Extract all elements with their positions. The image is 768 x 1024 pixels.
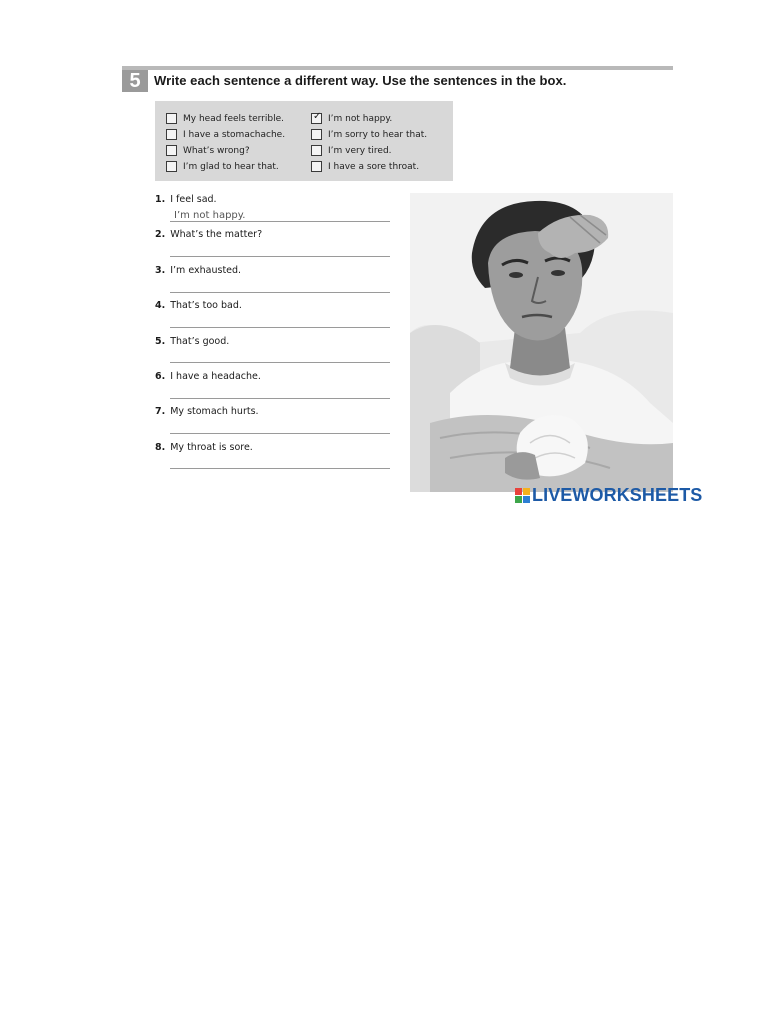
question-number: 5. [155,336,166,347]
liveworksheets-logo-icon [515,488,530,503]
checkbox[interactable] [311,161,322,172]
option-item[interactable] [166,127,285,142]
question-number: 6. [155,371,166,382]
answer-text-1: I’m not happy. [174,210,246,221]
checkbox[interactable] [311,129,322,140]
option-item[interactable] [166,143,250,158]
option-label: What’s wrong? [183,145,250,156]
checkbox[interactable] [166,161,177,172]
answer-line-3[interactable] [170,292,390,293]
question-number: 1. [155,194,166,205]
answer-line-2[interactable] [170,256,390,257]
question-text: My stomach hurts. [170,406,259,417]
option-item[interactable] [166,111,284,126]
question-6 [155,371,261,382]
option-label: I’m not happy. [328,113,393,124]
option-label: I’m glad to hear that. [183,161,279,172]
question-text: That’s too bad. [170,300,242,311]
answer-line-6[interactable] [170,398,390,399]
question-8 [155,442,253,453]
question-number: 4. [155,300,166,311]
brand-text: LIVEWORKSHEETS [532,485,703,505]
option-item[interactable] [311,159,419,174]
checkbox[interactable] [311,145,322,156]
answer-line-1[interactable] [170,221,390,222]
question-5 [155,336,229,347]
question-2 [155,229,262,240]
answer-line-8[interactable] [170,468,390,469]
exercise-title: Write each sentence a different way. Use the sentences in the box. [154,73,567,88]
question-1 [155,194,217,205]
question-text: That’s good. [170,336,230,347]
question-number: 8. [155,442,166,453]
option-label: I’m sorry to hear that. [328,129,428,140]
checkbox-checked[interactable] [311,113,322,124]
sick-man-photo [410,193,673,492]
option-item[interactable] [311,127,427,142]
photo-illustration [410,193,673,492]
option-item[interactable] [166,159,279,174]
option-label: My head feels terrible. [183,113,284,124]
option-label: I have a sore throat. [328,161,420,172]
question-text: I have a headache. [170,371,261,382]
question-text: I’m exhausted. [170,265,242,276]
checkbox[interactable] [166,113,177,124]
option-item[interactable] [311,111,392,126]
option-label: I have a stomachache. [183,129,286,140]
question-number: 3. [155,265,166,276]
header-rule [122,66,673,70]
question-3 [155,265,241,276]
question-4 [155,300,242,311]
checkbox[interactable] [166,129,177,140]
answer-line-4[interactable] [170,327,390,328]
answer-line-5[interactable] [170,362,390,363]
answer-line-7[interactable] [170,433,390,434]
option-item[interactable] [311,143,392,158]
question-text: My throat is sore. [170,442,253,453]
option-label: I’m very tired. [328,145,392,156]
question-7 [155,406,259,417]
checkbox[interactable] [166,145,177,156]
question-number: 2. [155,229,166,240]
question-number: 7. [155,406,166,417]
question-text: I feel sad. [170,194,217,205]
question-text: What’s the matter? [170,229,263,240]
check-mark-icon: ✓ [313,111,322,122]
liveworksheets-watermark [515,485,702,506]
exercise-number-badge: 5 [122,70,148,92]
